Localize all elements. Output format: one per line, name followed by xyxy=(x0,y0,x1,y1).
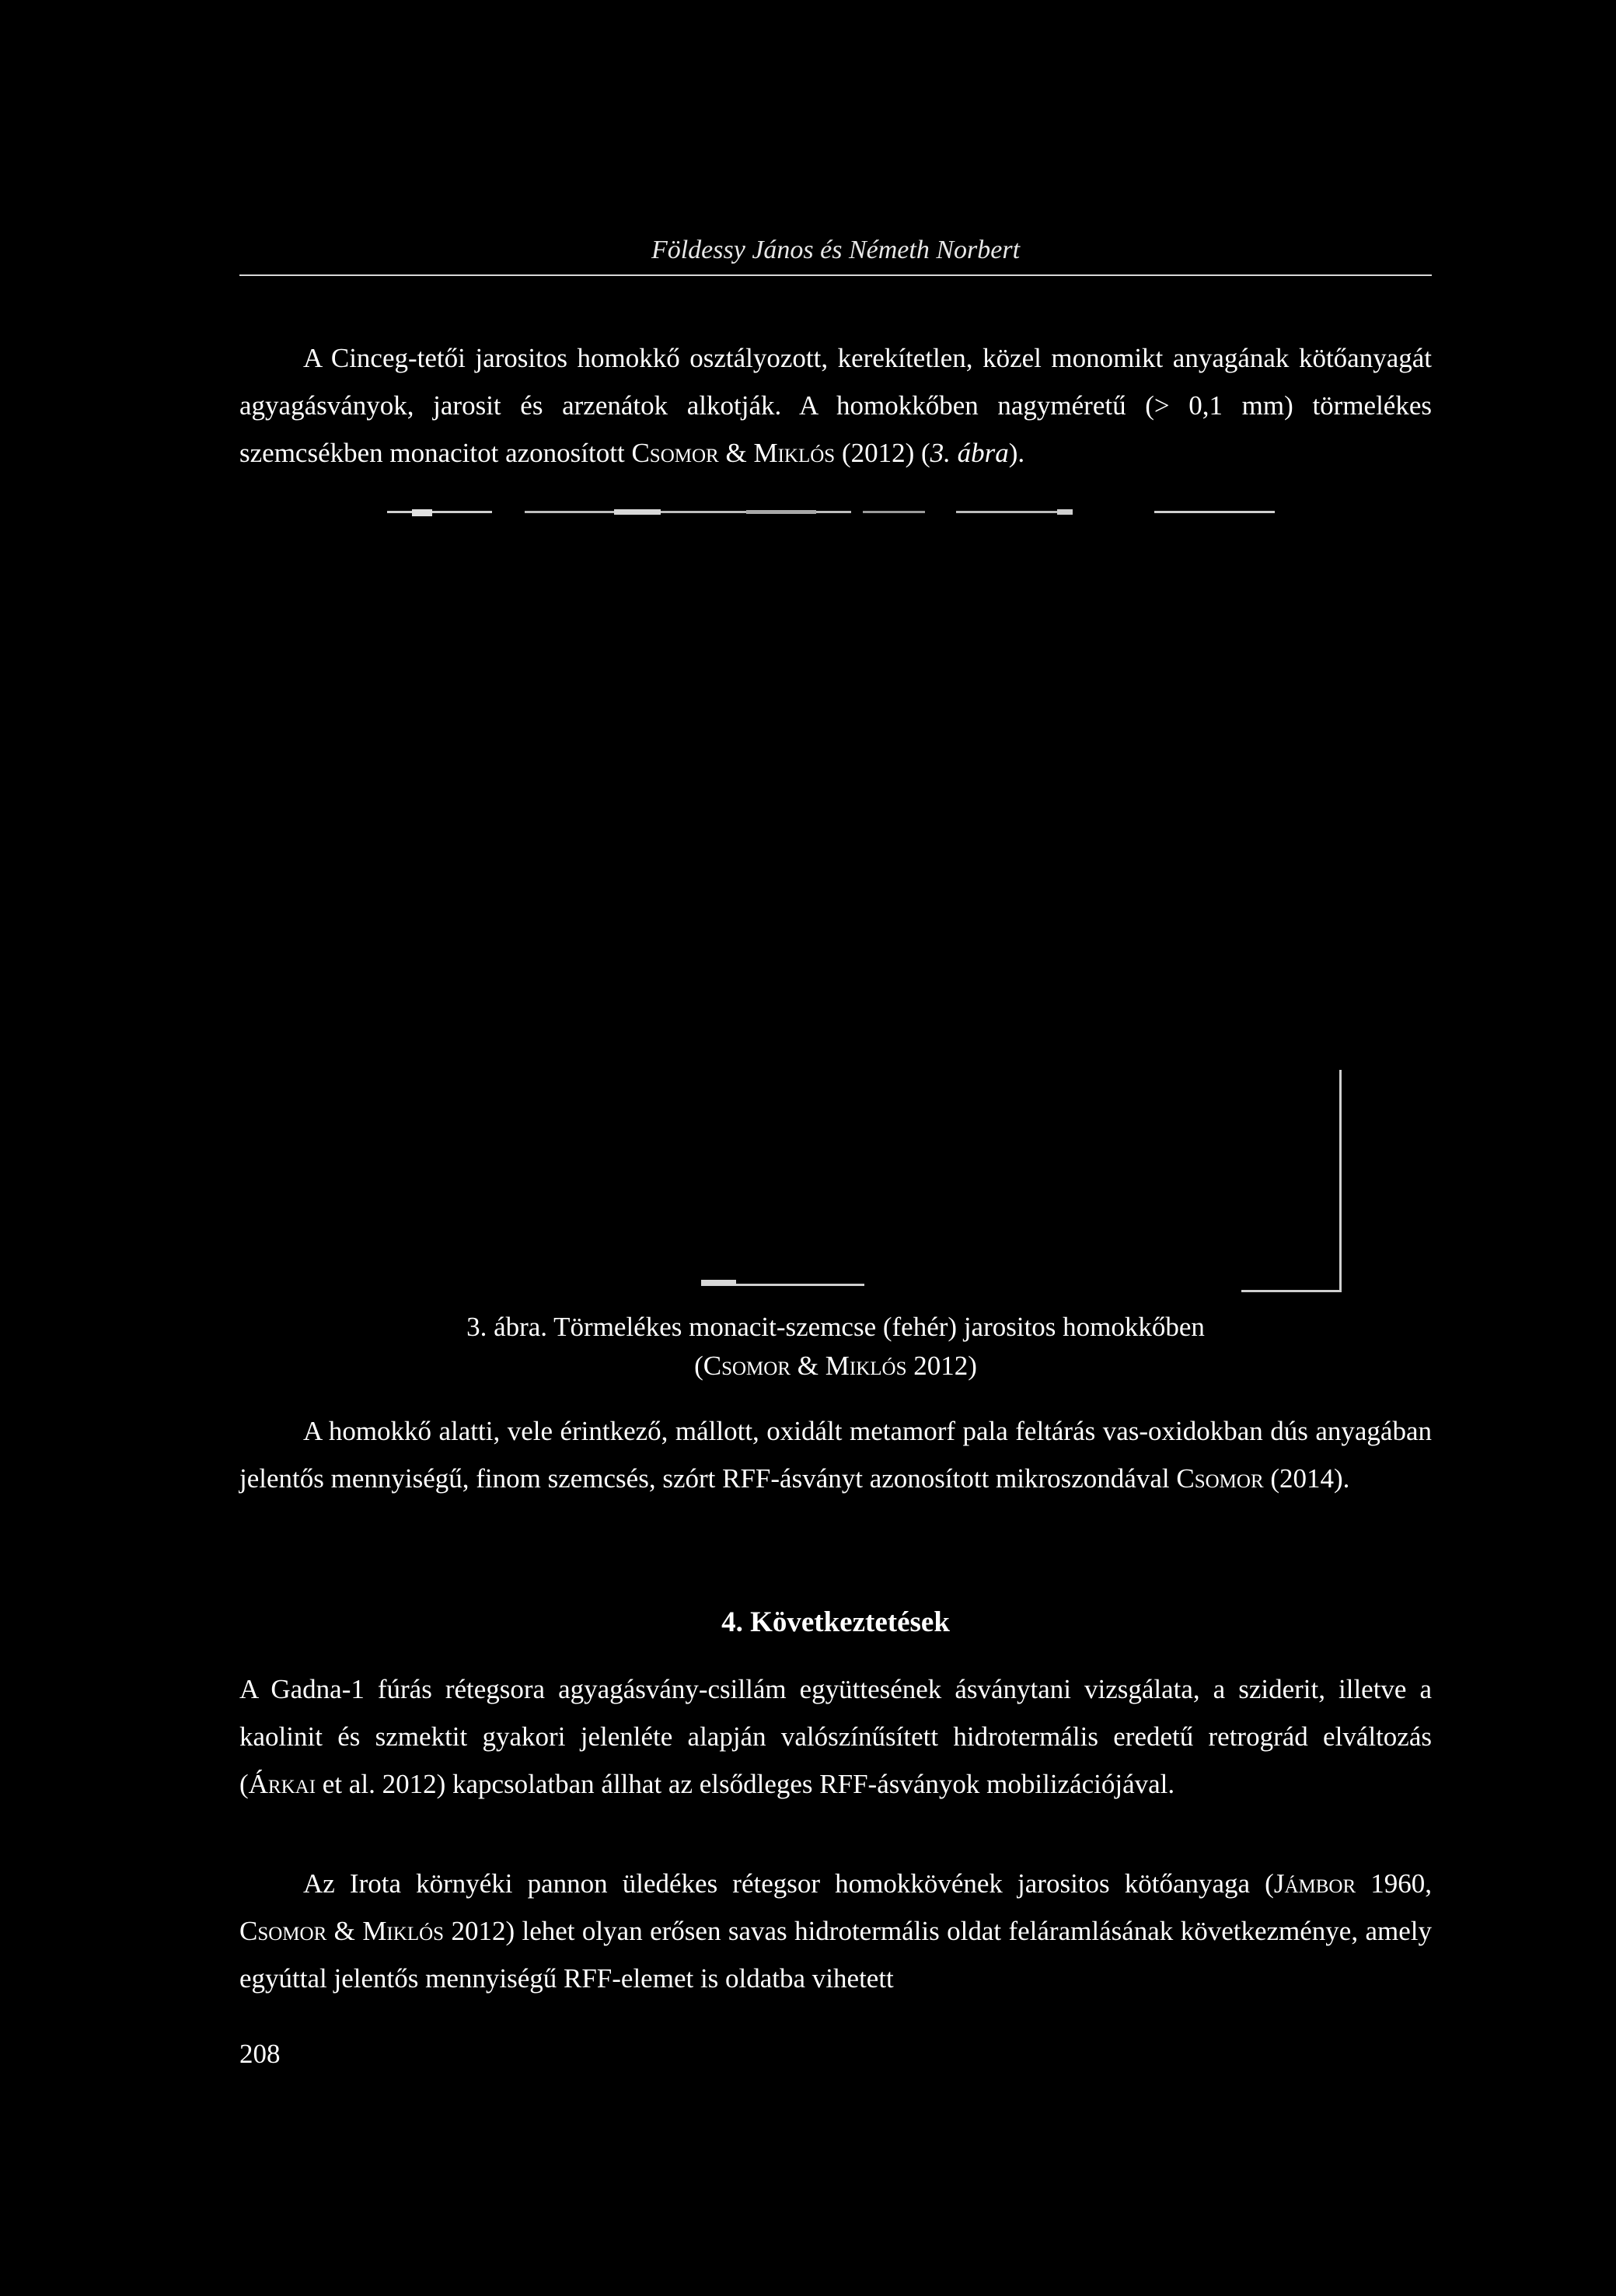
paragraph-1 xyxy=(239,334,1432,477)
citation-author-csomor-2: Csomor xyxy=(1176,1463,1264,1494)
citation-author-csomor-3: Csomor xyxy=(239,1916,327,1946)
page-number: 208 xyxy=(239,2039,281,2069)
caption-text: Törmelékes monacit-szemcse (fehér) jarositos homokkőben xyxy=(547,1312,1205,1342)
citation-author-miklos-3: Miklós xyxy=(362,1916,445,1946)
scan-edge-top-4b xyxy=(1057,509,1073,515)
scan-edge-bottom-1b xyxy=(701,1280,736,1285)
section-title: 4. Következtetések xyxy=(721,1606,950,1638)
scan-edge-top-5 xyxy=(1154,511,1275,513)
caption-line-1 xyxy=(239,1308,1432,1347)
paragraph-1-end: ). xyxy=(1008,438,1025,468)
figure-background xyxy=(381,498,1345,1295)
running-header: Földessy János és Németh Norbert xyxy=(651,236,1021,264)
paragraph-4-text: Az Irota környéki pannon üledékes rétegsor homokkövének jarositos kötőanyaga ( xyxy=(303,1868,1274,1899)
citation-year-2: (2014). xyxy=(1263,1463,1350,1494)
paragraph-3-text-2: et al. 2012) kapcsolatban állhat az elsődleges RFF-ásványok mobilizációjával. xyxy=(316,1769,1175,1799)
caption-line-2 xyxy=(239,1347,1432,1386)
scan-edge-top-2c xyxy=(746,510,816,514)
figure-3-image xyxy=(381,498,1345,1295)
citation-author-jambor: Jámbor xyxy=(1273,1868,1356,1899)
paragraph-4-text-2: 1960, xyxy=(1356,1868,1432,1899)
citation-author-miklos: Miklós xyxy=(753,438,836,468)
figure-caption xyxy=(239,1308,1432,1386)
paragraph-2-text: A homokkő alatti, vele érintkező, mállott, oxidált metamorf pala feltárás vas-oxidokban dús anyagában jelentős mennyiségű, finom szemcsés, szórt RFF-ásványt azonosított mikroszondával xyxy=(239,1416,1432,1494)
scan-edge-right xyxy=(1339,1070,1342,1292)
citation-author-csomor: Csomor xyxy=(631,438,719,468)
scan-edge-top-4 xyxy=(956,511,1073,513)
header-rule xyxy=(239,274,1432,276)
scan-edge-top-1 xyxy=(387,511,492,513)
paragraph-3 xyxy=(239,1665,1432,1808)
scan-edge-top-3 xyxy=(863,511,925,513)
paragraph-2 xyxy=(239,1407,1432,1502)
scan-edge-bottom-2 xyxy=(1241,1290,1341,1292)
figure-3-graphic xyxy=(381,498,1345,1295)
paragraph-4-text-3: 2012) lehet olyan erősen savas hidrotermális oldat feláramlásának következménye, amely egyúttal jelentős mennyiségű RFF-elemet is oldatba vihetett xyxy=(239,1916,1432,1994)
figure-reference: 3. ábra xyxy=(930,438,1009,468)
paragraph-3-text: A Gadna-1 fúrás rétegsora agyagásvány-csillám együttesének ásványtani vizsgálata, a sziderit, illetve a kaolinit és szmektit gyakori jelenléte alapján valószínűsített hidrotermális eredetű retrográd elváltozás ( xyxy=(239,1674,1432,1799)
caption-label: 3. ábra. xyxy=(466,1312,548,1342)
scan-edge-top-2b xyxy=(614,509,661,515)
caption-author-miklos: Miklós xyxy=(825,1351,907,1381)
citation-ampersand-3: & xyxy=(326,1916,363,1946)
caption-ampersand: & xyxy=(791,1351,825,1381)
paragraph-4 xyxy=(239,1860,1432,2002)
caption-year: 2012) xyxy=(906,1351,977,1381)
citation-author-arkai: Árkai xyxy=(248,1769,316,1799)
caption-paren: ( xyxy=(694,1351,703,1381)
scan-edge-top-1b xyxy=(412,509,432,516)
citation-year: (2012) ( xyxy=(835,438,930,468)
citation-ampersand: & xyxy=(718,438,754,468)
caption-author-csomor: Csomor xyxy=(703,1351,791,1381)
paragraph-1-text: A Cinceg-tetői jarositos homokkő osztályozott, kerekítetlen, közel monomikt anyagának kötőanyagát agyagásványok, jarosit és arzenátok alkotják. A homokkőben nagyméretű (> 0,1 mm) törmelékes szemcsékben monacitot azonosított xyxy=(239,343,1432,468)
